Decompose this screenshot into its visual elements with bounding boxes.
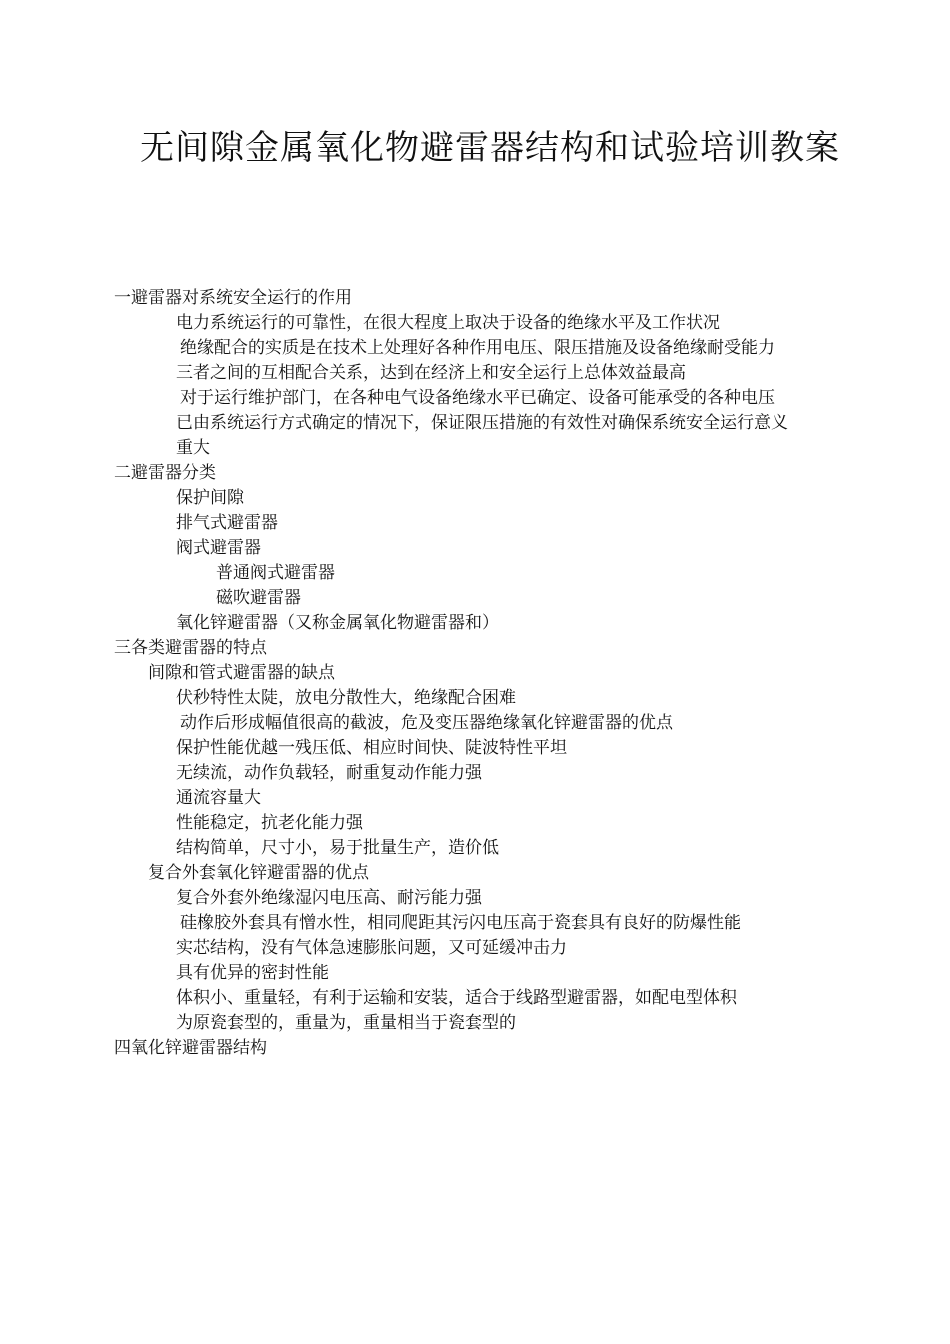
list-item: 结构简单，尺寸小，易于批量生产，造价低 (176, 838, 499, 858)
section-heading: 四氧化锌避雷器结构 (114, 1038, 267, 1058)
list-item: 具有优异的密封性能 (176, 963, 329, 983)
list-item: 性能稳定，抗老化能力强 (176, 813, 363, 833)
section-heading: 三各类避雷器的特点 (114, 638, 267, 658)
list-item: 排气式避雷器 (176, 513, 278, 533)
list-item: 保护性能优越一残压低、相应时间快、陡波特性平坦 (176, 738, 567, 758)
paragraph-line: 已由系统运行方式确定的情况下，保证限压措施的有效性对确保系统安全运行意义 (176, 413, 788, 433)
paragraph-line: 三者之间的互相配合关系，达到在经济上和安全运行上总体效益最高 (176, 363, 686, 383)
list-item: 无续流，动作负载轻，耐重复动作能力强 (176, 763, 482, 783)
subsection-heading: 复合外套氧化锌避雷器的优点 (148, 863, 369, 883)
list-subitem: 磁吹避雷器 (216, 588, 301, 608)
section-heading: 二避雷器分类 (114, 463, 216, 483)
section-heading: 一避雷器对系统安全运行的作用 (114, 288, 352, 308)
paragraph-line: 重大 (176, 438, 210, 458)
list-item: 实芯结构，没有气体急速膨胀问题，又可延缓冲击力 (176, 938, 567, 958)
list-item: 通流容量大 (176, 788, 261, 808)
list-item: 阀式避雷器 (176, 538, 261, 558)
list-item: 为原瓷套型的，重量为，重量相当于瓷套型的 (176, 1013, 516, 1033)
list-item: 动作后形成幅值很高的截波，危及变压器绝缘氧化锌避雷器的优点 (180, 713, 673, 733)
list-item: 伏秒特性太陡，放电分散性大，绝缘配合困难 (176, 688, 516, 708)
list-item: 氧化锌避雷器（又称金属氧化物避雷器和） (176, 613, 499, 633)
list-item: 保护间隙 (176, 488, 244, 508)
page-title: 无间隙金属氧化物避雷器结构和试验培训教案 (140, 128, 840, 168)
paragraph-line: 对于运行维护部门，在各种电气设备绝缘水平已确定、设备可能承受的各种电压 (180, 388, 775, 408)
document-body (0, 286, 950, 1061)
subsection-heading: 间隙和管式避雷器的缺点 (148, 663, 335, 683)
list-item: 硅橡胶外套具有憎水性，相同爬距其污闪电压高于瓷套具有良好的防爆性能 (180, 913, 741, 933)
paragraph-line: 电力系统运行的可靠性，在很大程度上取决于设备的绝缘水平及工作状况 (176, 313, 720, 333)
list-item: 复合外套外绝缘湿闪电压高、耐污能力强 (176, 888, 482, 908)
list-item: 体积小、重量轻，有利于运输和安装，适合于线路型避雷器，如配电型体积 (176, 988, 737, 1008)
list-subitem: 普通阀式避雷器 (216, 563, 335, 583)
paragraph-line: 绝缘配合的实质是在技术上处理好各种作用电压、限压措施及设备绝缘耐受能力 (180, 338, 775, 358)
